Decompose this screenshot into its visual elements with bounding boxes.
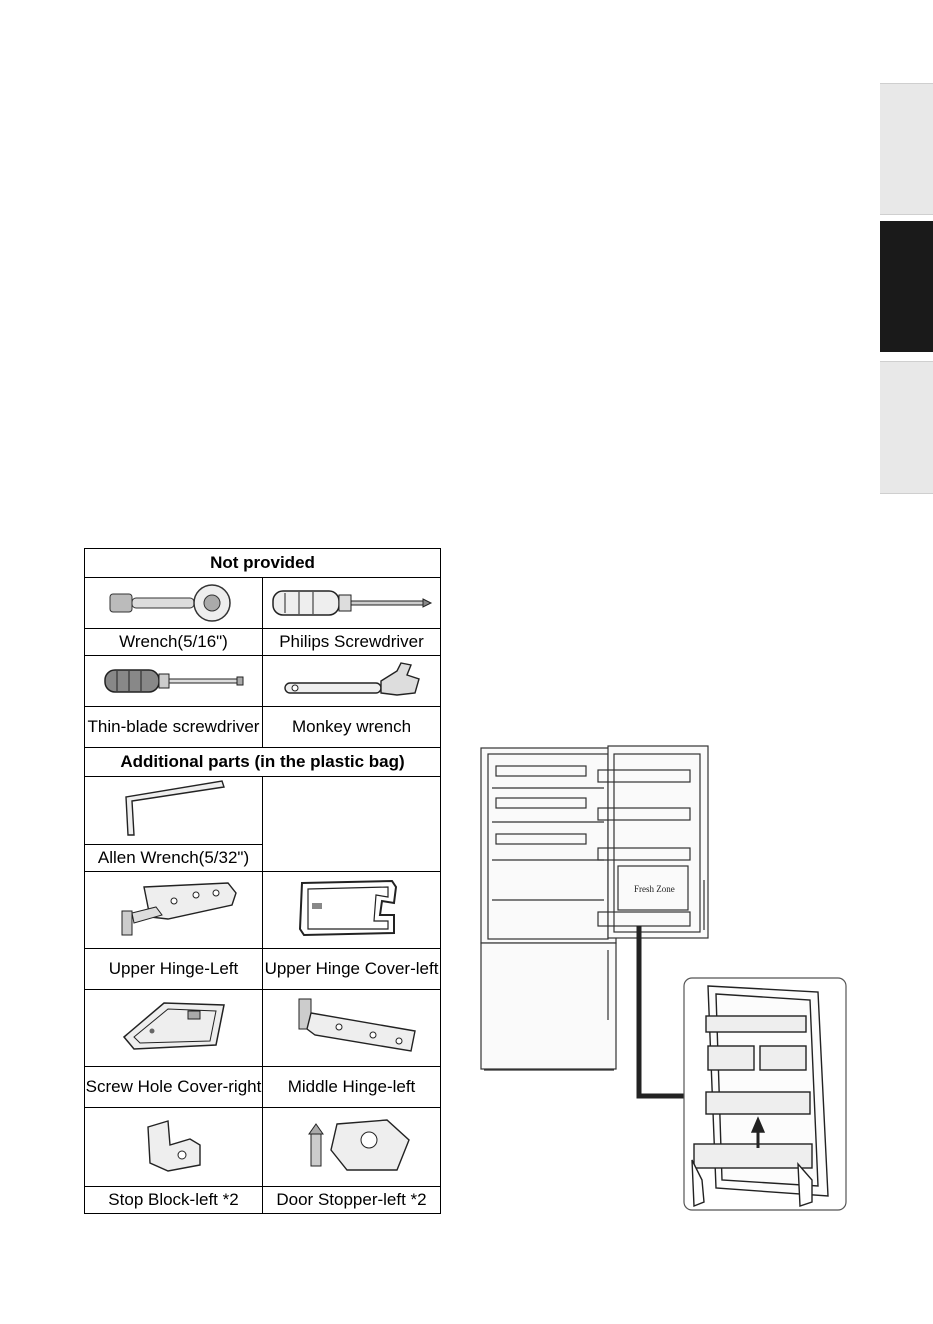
item-label: Thin-blade screwdriver [85, 707, 263, 748]
open-fridge-drawing [481, 746, 708, 1070]
item-label: Monkey wrench [263, 707, 441, 748]
tools-parts-table [84, 548, 441, 1214]
flat-screwdriver-icon [85, 656, 263, 707]
item-label: Wrench(5/16") [85, 629, 263, 656]
empty-cell [263, 777, 441, 872]
middle-hinge-icon [263, 990, 441, 1067]
item-label: Stop Block-left *2 [85, 1187, 263, 1214]
fresh-zone-label: Fresh Zone [634, 884, 675, 894]
fridge-door-removal-illustration [478, 740, 858, 1215]
additional-parts-header: Additional parts (in the plastic bag) [85, 748, 441, 777]
item-label: Philips Screwdriver [263, 629, 441, 656]
door-stopper-icon [263, 1108, 441, 1187]
allen-wrench-icon [85, 777, 263, 845]
item-label: Middle Hinge-left [263, 1067, 441, 1108]
socket-wrench-icon [85, 578, 263, 629]
item-label: Upper Hinge Cover-left [263, 949, 441, 990]
adjustable-wrench-icon [263, 656, 441, 707]
not-provided-header: Not provided [85, 549, 441, 578]
screw-hole-cover-icon [85, 990, 263, 1067]
language-tab-lower [880, 361, 933, 494]
upper-hinge-icon [85, 872, 263, 949]
phillips-screwdriver-icon [263, 578, 441, 629]
item-label: Upper Hinge-Left [85, 949, 263, 990]
item-label: Screw Hole Cover-right [85, 1067, 263, 1108]
hinge-cover-icon [263, 872, 441, 949]
stop-block-icon [85, 1108, 263, 1187]
item-label: Door Stopper-left *2 [263, 1187, 441, 1214]
item-label: Allen Wrench(5/32") [85, 845, 263, 872]
language-tab-active [880, 221, 933, 352]
language-tab-upper [880, 83, 933, 215]
